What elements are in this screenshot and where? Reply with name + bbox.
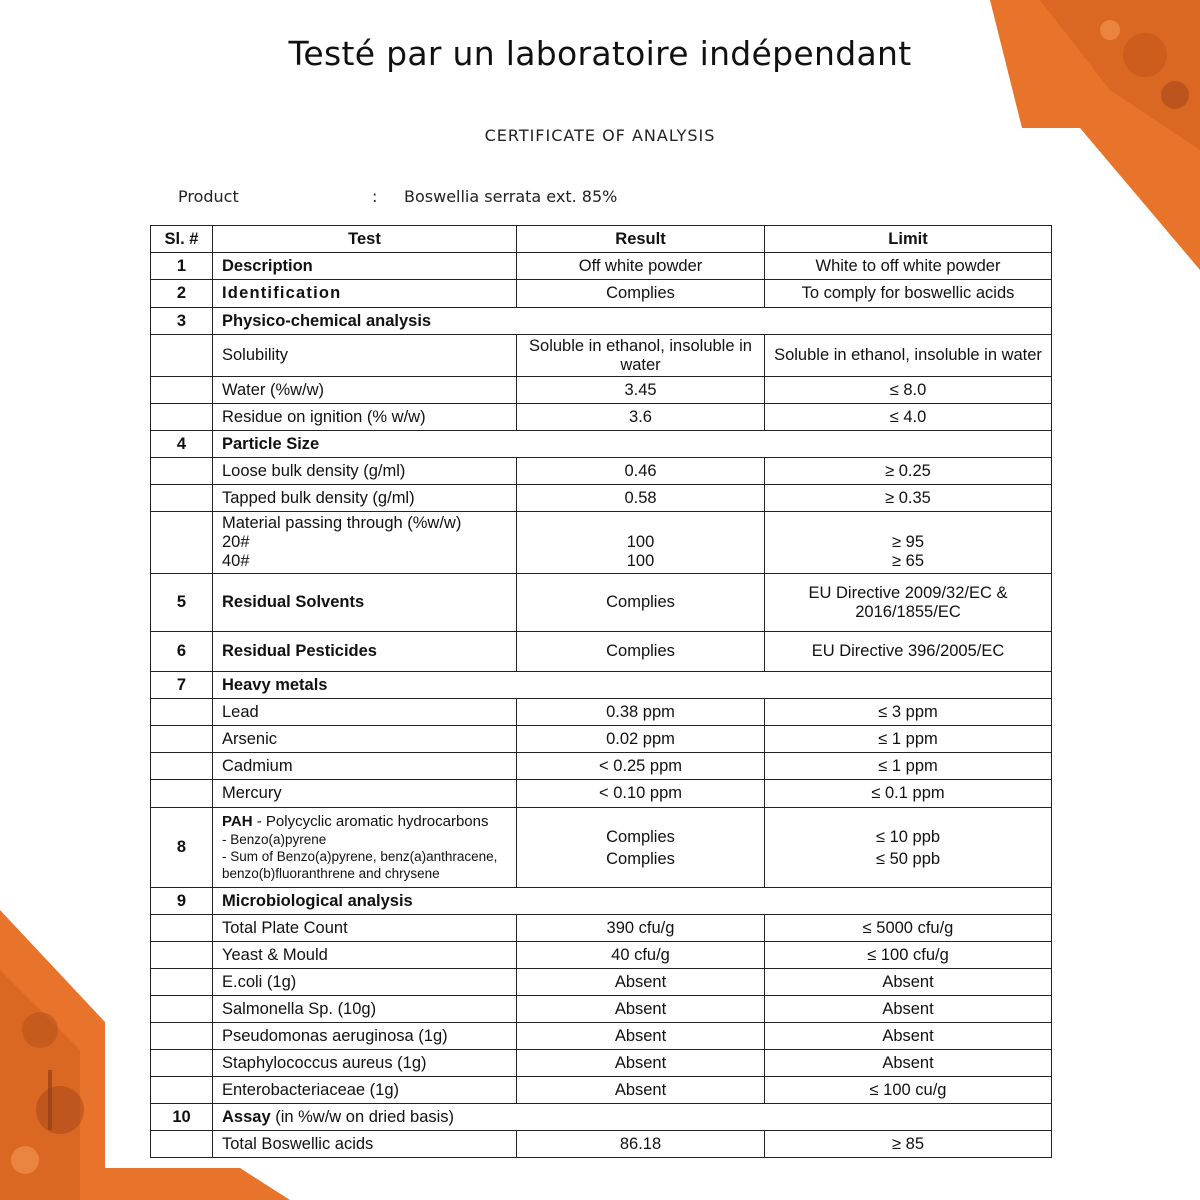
- test-name: Material passing through (%w/w): [222, 514, 462, 532]
- limit-value: ≥ 85: [765, 1131, 1052, 1158]
- pah-label: PAH: [222, 813, 253, 830]
- table-section-row: [151, 888, 1052, 915]
- table-section-row: [151, 431, 1052, 458]
- result-value: Complies: [517, 280, 765, 308]
- table-row: [151, 574, 1052, 632]
- test-name: Water (%w/w): [213, 377, 517, 404]
- result-value: Absent: [517, 996, 765, 1023]
- pah-subtest-1: - Benzo(a)pyrene: [222, 832, 327, 847]
- limit-value: ≤ 100 cfu/g: [765, 942, 1052, 969]
- row-number: 2: [151, 280, 213, 308]
- row-number: 9: [151, 888, 213, 915]
- limit-value: ≤ 0.1 ppm: [765, 780, 1052, 808]
- pah-subtest-2: - Sum of Benzo(a)pyrene, benz(a)anthracene, benzo(b)fluoranthrene and chrysene: [222, 849, 498, 881]
- test-name: Arsenic: [213, 726, 517, 753]
- table-row: [151, 632, 1052, 672]
- limit-value: ≤ 3 ppm: [765, 699, 1052, 726]
- test-name: Solubility: [213, 335, 517, 377]
- result-value: 0.02 ppm: [517, 726, 765, 753]
- limit-value: Absent: [765, 1023, 1052, 1050]
- section-name: Microbiological analysis: [213, 888, 1052, 915]
- result-value: Complies: [606, 849, 675, 868]
- table-section-row: [151, 672, 1052, 699]
- table-row: [151, 1050, 1052, 1077]
- limit-value: ≥ 65: [892, 552, 924, 570]
- limit-value: ≥ 0.35: [765, 485, 1052, 512]
- table-row: [151, 280, 1052, 308]
- result-value: 0.46: [517, 458, 765, 485]
- row-number: 5: [151, 574, 213, 632]
- result-value: Complies: [517, 574, 765, 632]
- table-row: [151, 377, 1052, 404]
- table-row: [151, 915, 1052, 942]
- table-row: [151, 969, 1052, 996]
- result-value: 100: [626, 533, 655, 551]
- test-name: Cadmium: [213, 753, 517, 780]
- limit-value: Absent: [765, 969, 1052, 996]
- row-number: 1: [151, 253, 213, 280]
- section-name: Heavy metals: [213, 672, 1052, 699]
- test-name: Residual Solvents: [213, 574, 517, 632]
- result-value: 0.58: [517, 485, 765, 512]
- row-number: 8: [151, 808, 213, 888]
- product-value: Boswellia serrata ext. 85%: [404, 187, 618, 206]
- header-test: Test: [213, 226, 517, 253]
- table-row: [151, 335, 1052, 377]
- result-value: Absent: [517, 969, 765, 996]
- header-result: Result: [517, 226, 765, 253]
- result-value: 3.6: [517, 404, 765, 431]
- row-number: 6: [151, 632, 213, 672]
- product-separator: :: [372, 187, 378, 206]
- section-name: Physico-chemical analysis: [213, 308, 1052, 335]
- test-name: Loose bulk density (g/ml): [213, 458, 517, 485]
- document-title: CERTIFICATE OF ANALYSIS: [484, 126, 716, 145]
- table-row: [151, 808, 1052, 888]
- table-row: [151, 780, 1052, 808]
- test-name: Enterobacteriaceae (1g): [213, 1077, 517, 1104]
- limit-value: To comply for boswellic acids: [765, 280, 1052, 308]
- table-row: [151, 485, 1052, 512]
- limit-value: ≤ 1 ppm: [765, 726, 1052, 753]
- limit-value: ≥ 95: [892, 533, 924, 551]
- result-value: Absent: [517, 1077, 765, 1104]
- headline: Testé par un laboratoire indépendant: [288, 34, 912, 73]
- limit-value: Absent: [765, 1050, 1052, 1077]
- header-limit: Limit: [765, 226, 1052, 253]
- result-value: < 0.10 ppm: [517, 780, 765, 808]
- test-name: Salmonella Sp. (10g): [213, 996, 517, 1023]
- assay-label: Assay: [222, 1107, 271, 1126]
- result-value: Off white powder: [517, 253, 765, 280]
- test-name: Description: [213, 253, 517, 280]
- test-name: Tapped bulk density (g/ml): [213, 485, 517, 512]
- row-number: 4: [151, 431, 213, 458]
- test-name: Mercury: [213, 780, 517, 808]
- result-value: 390 cfu/g: [517, 915, 765, 942]
- section-name: Particle Size: [213, 431, 1052, 458]
- table-row: [151, 699, 1052, 726]
- limit-value: ≤ 4.0: [765, 404, 1052, 431]
- mesh-40-label: 40#: [222, 552, 250, 570]
- limit-value: EU Directive 2009/32/EC & 2016/1855/EC: [765, 574, 1052, 632]
- table-section-row: [151, 308, 1052, 335]
- table-row: [151, 753, 1052, 780]
- assay-description: (in %w/w on dried basis): [270, 1107, 455, 1126]
- result-value: 86.18: [517, 1131, 765, 1158]
- product-label: Product: [178, 187, 239, 206]
- limit-value: ≤ 1 ppm: [765, 753, 1052, 780]
- result-value: Absent: [517, 1023, 765, 1050]
- test-name: Total Plate Count: [213, 915, 517, 942]
- table-row: [151, 726, 1052, 753]
- test-name: Total Boswellic acids: [213, 1131, 517, 1158]
- limit-value: ≤ 100 cu/g: [765, 1077, 1052, 1104]
- table-row: [151, 1077, 1052, 1104]
- result-value: 40 cfu/g: [517, 942, 765, 969]
- test-name: Residue on ignition (% w/w): [213, 404, 517, 431]
- test-name: Identification: [213, 280, 517, 308]
- test-name: Staphylococcus aureus (1g): [213, 1050, 517, 1077]
- limit-value: Soluble in ethanol, insoluble in water: [765, 335, 1052, 377]
- test-name: Yeast & Mould: [213, 942, 517, 969]
- row-number: 7: [151, 672, 213, 699]
- mesh-20-label: 20#: [222, 533, 250, 551]
- result-value: Complies: [517, 632, 765, 672]
- table-row: [151, 996, 1052, 1023]
- row-number: 10: [151, 1104, 213, 1131]
- table-header-row: [151, 226, 1052, 253]
- pah-description: - Polycyclic aromatic hydrocarbons: [252, 813, 489, 830]
- table-row: [151, 1131, 1052, 1158]
- result-value: 3.45: [517, 377, 765, 404]
- table-row: [151, 1023, 1052, 1050]
- test-name: E.coli (1g): [213, 969, 517, 996]
- limit-value: ≥ 0.25: [765, 458, 1052, 485]
- table-row: [151, 253, 1052, 280]
- header-sl: Sl. #: [151, 226, 213, 253]
- limit-value: ≤ 50 ppb: [875, 849, 941, 868]
- limit-value: EU Directive 396/2005/EC: [765, 632, 1052, 672]
- result-value: Complies: [606, 827, 675, 846]
- table-row: [151, 404, 1052, 431]
- limit-value: ≤ 8.0: [765, 377, 1052, 404]
- table-row: [151, 942, 1052, 969]
- result-value: Absent: [517, 1050, 765, 1077]
- row-number: 3: [151, 308, 213, 335]
- limit-value: White to off white powder: [765, 253, 1052, 280]
- table-section-row: [151, 1104, 1052, 1131]
- result-value: 0.38 ppm: [517, 699, 765, 726]
- table-row: [151, 512, 1052, 574]
- limit-value: ≤ 10 ppb: [875, 827, 941, 846]
- test-name: Residual Pesticides: [213, 632, 517, 672]
- result-value: < 0.25 ppm: [517, 753, 765, 780]
- table-row: [151, 458, 1052, 485]
- limit-value: Absent: [765, 996, 1052, 1023]
- test-name: Pseudomonas aeruginosa (1g): [213, 1023, 517, 1050]
- analysis-table: [150, 225, 1052, 1158]
- test-name: Lead: [213, 699, 517, 726]
- result-value: Soluble in ethanol, insoluble in water: [517, 335, 765, 377]
- result-value: 100: [626, 552, 655, 570]
- limit-value: ≤ 5000 cfu/g: [765, 915, 1052, 942]
